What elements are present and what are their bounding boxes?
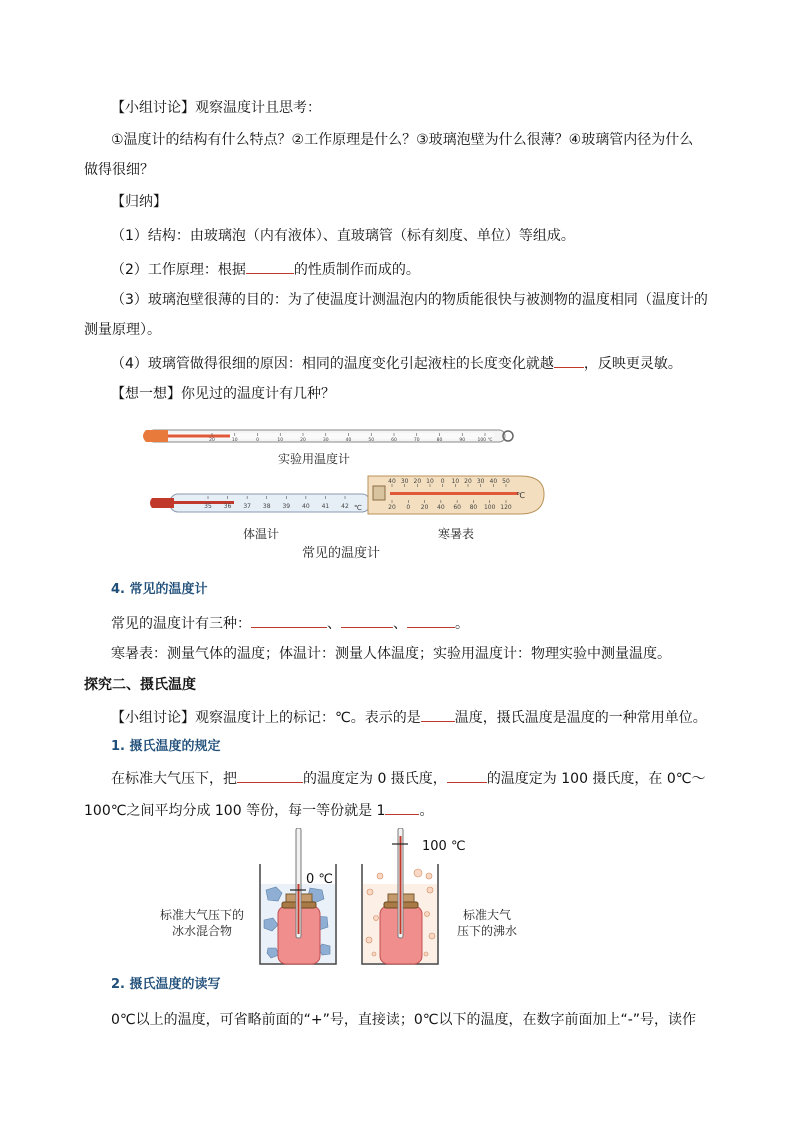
common-thermometers-figure (140, 418, 550, 522)
answer-blank[interactable] (246, 258, 294, 274)
clinical-thermometer-tick-label: 40 (302, 503, 310, 510)
summary-item-principle-text-b: 的性质制作而成的。 (293, 262, 420, 278)
summary-item-bulb-line2: 测量原理）。 (84, 322, 161, 338)
lab-thermometer-caption: 实验用温度计 (278, 452, 351, 466)
room-thermometer-bottom-tick-label: 20 (420, 504, 429, 511)
room-thermometer-top-tick-label: 10 (426, 478, 434, 485)
lab-thermometer-tick-label: 10 (277, 438, 284, 443)
lab-thermometer-tick-label: 10 (231, 438, 238, 443)
clinical-thermometer-caption: 体温计 (243, 527, 280, 541)
answer-blank[interactable] (407, 612, 455, 628)
celsius-definition-text-d: 100℃之间平均分成 100 等份，每一等份就是 1 (84, 803, 386, 819)
summary-item-tube (111, 352, 682, 374)
room-thermometer-bottom-tick-label: 80 (469, 504, 478, 511)
room-thermometer-top-tick-label: 30 (476, 478, 485, 485)
three-thermometers-text: 常见的温度计有三种： (111, 616, 251, 632)
discussion-heading: 【小组讨论】观察温度计且思考： (111, 100, 321, 116)
summary-heading: 【归纳】 (111, 194, 167, 210)
discussion-questions-line1: ①温度计的结构有什么特点？②工作原理是什么？③玻璃泡壁为什么很薄？④玻璃管内径为什么 (111, 132, 694, 148)
fixed-points-figure (150, 828, 570, 972)
answer-blank[interactable] (554, 352, 584, 368)
room-thermometer-bottom-tick-label: 0 (406, 504, 411, 511)
clinical-thermometer-tick-label: 35 (204, 503, 212, 510)
room-unit: ℃ (516, 491, 525, 500)
room-thermometer-top-tick-label: 0 (440, 478, 445, 485)
answer-blank[interactable] (251, 612, 327, 628)
celsius-discussion-text-b: 温度，摄氏温度是温度的一种常用单位。 (454, 710, 707, 726)
summary-item-tube-text-b: ，反映更灵敏。 (583, 356, 682, 372)
ice-water-label-2: 冰水混合物 (172, 924, 233, 938)
hundred-degree-label: 100 ℃ (422, 839, 466, 854)
celsius-reading-heading: 2. 摄氏温度的读写 (111, 977, 221, 992)
room-thermometer (368, 476, 544, 514)
lab-thermometer-tick-label: 50 (368, 438, 375, 443)
answer-blank[interactable] (237, 767, 303, 783)
section-common-thermometers-heading: 4. 常见的温度计 (111, 582, 208, 597)
summary-item-principle-text-a: （2）工作原理：根据 (111, 262, 246, 278)
summary-item-principle (111, 258, 420, 280)
room-thermometer-top-tick-label: 20 (464, 478, 472, 485)
room-thermometer-bottom-tick-label: 20 (388, 504, 396, 511)
clinical-thermometer-tick-label: 42 (341, 503, 349, 510)
answer-blank[interactable] (447, 767, 487, 783)
answer-blank[interactable] (421, 706, 455, 722)
room-thermometer-bottom-tick-label: 60 (453, 504, 461, 511)
ice-water-label-1: 标准大气压下的 (160, 908, 245, 922)
summary-item-structure: （1）结构：由玻璃泡（内有液体）、直玻璃管（标有刻度、单位）等组成。 (111, 228, 575, 244)
room-thermometer-top-tick-label: 40 (388, 478, 396, 485)
discussion-questions-line2: 做得很细？ (84, 162, 154, 178)
explore-celsius-heading: 探究二、摄氏温度 (84, 677, 196, 693)
summary-item-bulb-line1: （3）玻璃泡壁很薄的目的：为了使温度计测温泡内的物质能很快与被测物的温度相同（温度计的 (111, 292, 708, 308)
zero-degree-label: 0 ℃ (306, 872, 334, 887)
lab-thermometer-tick-label: 90 (459, 438, 466, 443)
celsius-discussion-text-a: 【小组讨论】观察温度计上的标记：℃。表示的是 (111, 710, 421, 726)
clinical-thermometer-tick-label: 38 (262, 503, 271, 510)
lab-thermometer-tick-label: 0 (256, 438, 259, 443)
thermometer-uses-line: 寒暑表：测量气体的温度；体温计：测量人体温度；实验用温度计：物理实验中测量温度。 (111, 646, 671, 662)
room-thermometer-caption: 寒暑表 (438, 527, 475, 541)
figure-caption: 常见的温度计 (302, 546, 381, 561)
separator: 、 (393, 616, 407, 632)
clinical-thermometer-tick-label: 39 (282, 503, 291, 510)
boiling-water-label-2: 压下的沸水 (457, 924, 518, 938)
summary-item-tube-text-a: （4）玻璃管做得很细的原因：相同的温度变化引起液柱的长度变化就越 (111, 356, 554, 372)
end-mark: 。 (455, 616, 469, 632)
separator: 、 (327, 616, 341, 632)
room-thermometer-bottom-tick-label: 100 (483, 504, 496, 511)
think-heading: 【想一想】你见过的温度计有几种？ (111, 386, 335, 402)
lab-thermometer-tick-label: 100 ℃ (477, 438, 493, 443)
celsius-definition-text-e: 。 (419, 803, 434, 819)
clinical-thermometer-tick-label: 37 (243, 503, 251, 510)
celsius-definition-text-b: 的温度定为 0 摄氏度， (303, 771, 447, 787)
celsius-reading-line: 0℃以上的温度，可省略前面的“+”号，直接读；0℃以下的温度，在数字前面加上“-”号，读作 (111, 1012, 697, 1028)
lab-thermometer (143, 430, 513, 443)
lab-thermometer-tick-label: 30 (322, 438, 329, 443)
celsius-discussion-line (111, 706, 707, 728)
celsius-definition-text-a: 在标准大气压下，把 (111, 771, 237, 787)
lab-thermometer-tick-label: 80 (436, 438, 443, 443)
room-thermometer-top-tick-label: 50 (502, 478, 510, 485)
clinical-unit: ℃ (354, 504, 362, 512)
boiling-water-label-1: 标准大气 (463, 908, 512, 922)
three-thermometers-line (111, 612, 469, 634)
lab-thermometer-tick-label: 20 (300, 438, 306, 443)
room-thermometer-top-tick-label: 20 (413, 478, 422, 485)
room-thermometer-top-tick-label: 40 (489, 478, 498, 485)
celsius-definition-heading: 1. 摄氏温度的规定 (111, 739, 221, 754)
lab-thermometer-tick-label: 70 (413, 438, 420, 443)
answer-blank[interactable] (341, 612, 393, 628)
celsius-definition-text-c: 的温度定为 100 摄氏度，在 0℃～ (486, 771, 706, 787)
answer-blank[interactable] (385, 799, 419, 815)
clinical-thermometer (150, 494, 370, 512)
lab-thermometer-tick-label: 60 (391, 438, 397, 443)
clinical-thermometer-tick-label: 41 (321, 503, 330, 510)
celsius-definition-line2 (84, 799, 433, 821)
room-thermometer-top-tick-label: 30 (400, 478, 409, 485)
celsius-definition-line1 (111, 767, 706, 789)
ice-water-beaker (260, 828, 336, 964)
room-thermometer-bottom-tick-label: 120 (500, 504, 512, 511)
room-thermometer-bottom-tick-label: 40 (437, 504, 445, 511)
lab-thermometer-tick-label: 40 (345, 438, 352, 443)
lab-thermometer-tick-label: 20 (209, 438, 215, 443)
clinical-thermometer-tick-label: 36 (223, 503, 232, 510)
room-thermometer-top-tick-label: 10 (451, 478, 460, 485)
